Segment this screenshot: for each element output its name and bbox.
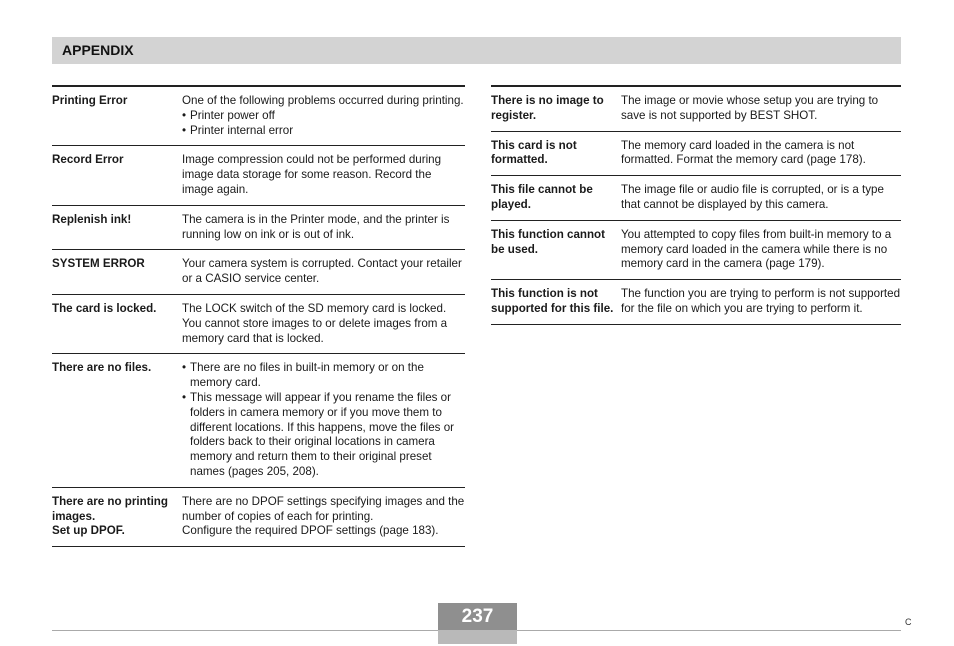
error-message-description xyxy=(621,228,901,272)
description-line: The LOCK switch of the SD memory card is locked. You cannot store images to or delete images from a memory card that is locked. xyxy=(182,301,448,345)
description-line: There are no DPOF settings specifying images and the number of copies of each for printing. xyxy=(182,494,465,523)
term-line: Replenish ink! xyxy=(52,212,132,226)
error-message-description xyxy=(182,213,465,243)
table-row xyxy=(52,250,465,295)
page-number-box-bottom xyxy=(438,630,517,644)
error-message-description xyxy=(182,257,465,287)
error-message-term xyxy=(52,94,182,138)
description-line: The memory card loaded in the camera is not formatted. Format the memory card (page 178). xyxy=(621,138,866,167)
table-row xyxy=(52,206,465,251)
description-line: The function you are trying to perform is not supported for the file on which you are trying to perform it. xyxy=(621,287,901,315)
term-line: This file cannot be played. xyxy=(491,183,593,211)
description-line: You attempted to copy files from built-in memory to a memory card loaded in the camera while there is no memory card in the camera (page 179). xyxy=(621,227,892,271)
bullet-item: • Printer internal error xyxy=(182,124,465,139)
description-line: The camera is in the Printer mode, and the printer is running low on ink or is out of ink. xyxy=(182,212,450,241)
section-header-bar xyxy=(52,37,901,64)
table-row xyxy=(52,488,465,547)
error-message-term xyxy=(491,94,621,124)
error-message-term xyxy=(52,302,182,346)
description-line: Your camera system is corrupted. Contact your retailer or a CASIO service center. xyxy=(182,257,462,286)
section-title: APPENDIX xyxy=(62,42,134,58)
error-message-description xyxy=(182,361,465,479)
description-line: The image file or audio file is corrupted, or is a type that cannot be displayed by this camera. xyxy=(621,183,884,211)
bullet-item: • Printer power off xyxy=(182,109,465,124)
table-row xyxy=(491,280,901,325)
description-line: Configure the required DPOF settings (page 183). xyxy=(182,524,439,538)
term-line: There are no printing images. xyxy=(52,494,168,523)
table-row xyxy=(52,354,465,487)
bullet-item: • This message will appear if you rename the files or folders in camera memory or if you move them to different locations. If this happens, move the files or folders back to their original locations in camera memory and return them to their original preset names (pages 205, 208). xyxy=(182,391,465,480)
error-message-description xyxy=(621,139,901,169)
term-line: This function cannot be used. xyxy=(491,227,605,256)
bullet-list xyxy=(182,361,465,479)
bullet-item: • There are no files in built-in memory or on the memory card. xyxy=(182,361,465,391)
error-message-term xyxy=(491,287,621,317)
left-message-table xyxy=(52,85,465,547)
error-message-term xyxy=(52,257,182,287)
term-line: There are no files. xyxy=(52,361,152,375)
error-message-description xyxy=(182,94,465,138)
table-row xyxy=(52,87,465,146)
error-message-term xyxy=(52,153,182,197)
table-row xyxy=(491,176,901,221)
description-line: The image or movie whose setup you are trying to save is not supported by BEST SHOT. xyxy=(621,94,879,122)
term-line: Set up DPOF. xyxy=(52,524,125,538)
description-line: Image compression could not be performed during image data storage for some reason. Record the image again. xyxy=(182,153,442,196)
error-message-description xyxy=(621,287,901,317)
bullet-list xyxy=(182,109,465,139)
term-line: Record Error xyxy=(52,153,124,167)
page-number: 237 xyxy=(438,603,517,630)
table-row xyxy=(491,87,901,132)
error-message-term xyxy=(491,228,621,272)
right-message-table xyxy=(491,85,901,325)
term-line: SYSTEM ERROR xyxy=(52,257,145,271)
description-line: One of the following problems occurred during printing. xyxy=(182,94,464,107)
message-table xyxy=(491,85,901,325)
error-message-term xyxy=(491,183,621,213)
table-row xyxy=(491,132,901,177)
corner-letter: C xyxy=(905,617,912,627)
table-row xyxy=(491,221,901,280)
error-message-description xyxy=(621,183,901,213)
error-message-description xyxy=(182,153,465,197)
term-line: This card is not formatted. xyxy=(491,138,577,167)
error-message-term xyxy=(52,361,182,479)
error-message-description xyxy=(621,94,901,124)
error-message-description xyxy=(182,302,465,346)
error-message-term xyxy=(52,495,182,539)
term-line: Printing Error xyxy=(52,94,128,107)
error-message-term xyxy=(52,213,182,243)
term-line: This function is not supported for this file. xyxy=(491,287,614,315)
term-line: There is no image to register. xyxy=(491,94,604,122)
error-message-term xyxy=(491,139,621,169)
error-message-description xyxy=(182,495,465,539)
page-number-box xyxy=(438,603,517,644)
message-table xyxy=(52,85,465,547)
term-line: The card is locked. xyxy=(52,301,157,315)
table-row xyxy=(52,295,465,354)
table-row xyxy=(52,146,465,205)
